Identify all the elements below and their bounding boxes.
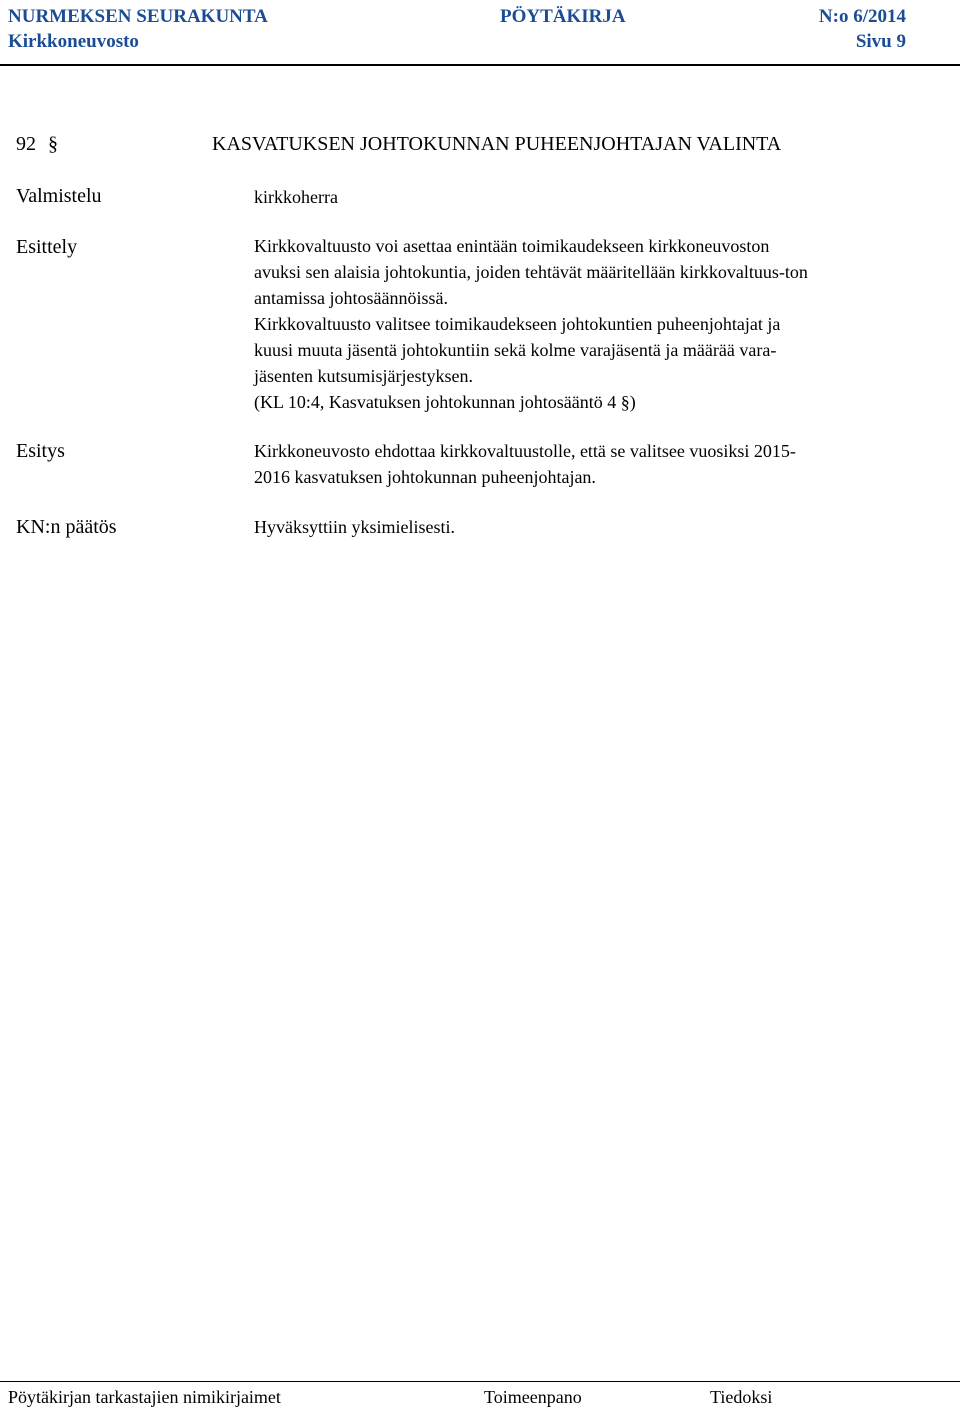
- esittely-label: Esittely: [16, 236, 78, 258]
- section-number: 92: [16, 133, 36, 155]
- esittely-text: Kirkkovaltuusto voi asettaa enintään toimikaudekseen kirkkoneuvoston avuksi sen alaisia johtokuntia, joiden tehtävät määritellään kirkkovaltuus-ton antamissa johtosäännöissä. Kirkkovaltuusto valitsee toimikaudekseen johtokuntien puheenjohtajat ja kuusi muuta jäsentä johtokuntiin sekä kolme varajäsentä ja määrää vara- jäsenten kutsumisjärjestyksen. (KL 10:4, Kasvatuksen johtokunnan johtosääntö 4 §): [254, 236, 808, 412]
- decision-label: KN:n päätös: [16, 516, 117, 538]
- document-number: N:o 6/2014: [818, 6, 906, 27]
- esitys-label: Esitys: [16, 440, 65, 462]
- section-sign: §: [48, 133, 58, 155]
- document-header: [0, 0, 960, 66]
- document-type: PÖYTÄKIRJA: [500, 6, 626, 27]
- footer-notice-label: Tiedoksi: [710, 1387, 773, 1407]
- page-number: Sivu 9: [855, 31, 906, 52]
- decision-text: Hyväksyttiin yksimielisesti.: [254, 517, 455, 537]
- section-title: KASVATUKSEN JOHTOKUNNAN PUHEENJOHTAJAN VALINTA: [212, 133, 782, 155]
- footer-execution-label: Toimeenpano: [484, 1387, 582, 1407]
- valmistelu-label: Valmistelu: [16, 185, 102, 207]
- footer-divider: [0, 1381, 960, 1382]
- governing-body: Kirkkoneuvosto: [8, 31, 139, 52]
- footer-signatures-label: Pöytäkirjan tarkastajien nimikirjaimet: [8, 1387, 281, 1407]
- organization-name: NURMEKSEN SEURAKUNTA: [8, 6, 268, 27]
- esitys-text: Kirkkoneuvosto ehdottaa kirkkovaltuustolle, että se valitsee vuosiksi 2015- 2016 kasvatuksen johtokunnan puheenjohtajan.: [254, 441, 796, 487]
- valmistelu-text: kirkkoherra: [254, 187, 338, 207]
